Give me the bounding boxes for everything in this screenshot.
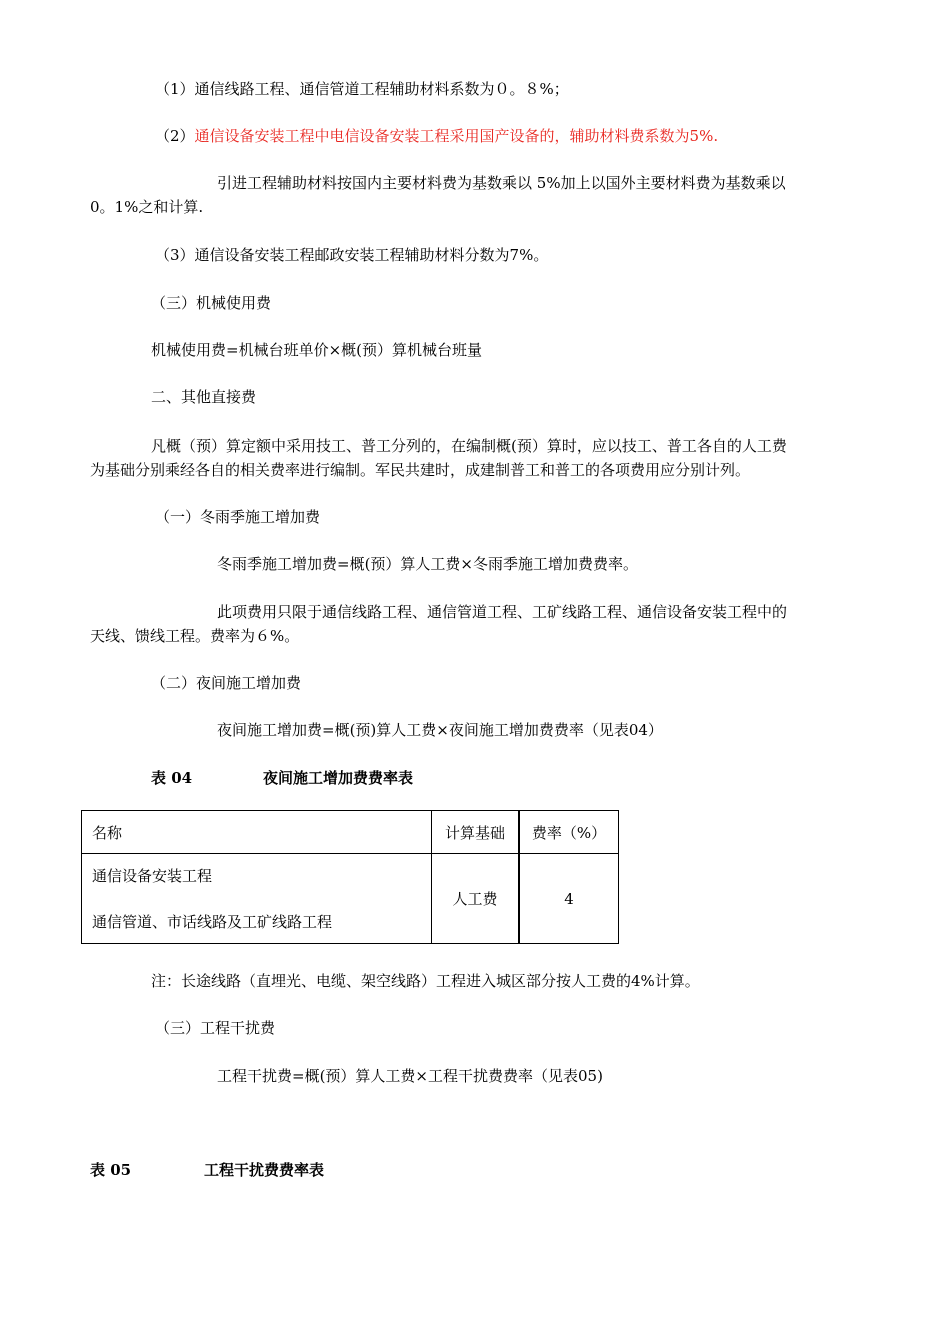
para-winter-formula: 冬雨季施工增加费=概(预）算人工费×冬雨季施工增加费费率。 (217, 555, 638, 573)
heading-winter-fee: （一）冬雨季施工增加费 (155, 508, 321, 526)
note-long-distance: 注：长途线路（直埋光、电缆、架空线路）工程进入城区部分按人工费的4%计算。 (151, 972, 700, 990)
para-other-line2: 为基础分别乘经各自的相关费率进行编制。军民共建时，成建制普工和普工的各项费用应分别计列。 (90, 461, 751, 479)
para-winter-line2: 天线、馈线工程。费率为６%。 (90, 627, 300, 645)
para-aux-material-2-prefix: （2） (155, 127, 195, 145)
table05-title: 工程干扰费费率表 (204, 1161, 325, 1179)
para-import-line1: 引进工程辅助材料按国内主要材料费为基数乘以 5%加上以国外主要材料费为基数乘以 (217, 174, 786, 192)
table04-label: 表 04 (151, 769, 193, 787)
para-other-line1: 凡概（预）算定额中采用技工、普工分列的，在编制概(预）算时，应以技工、普工各自的人工费 (151, 437, 787, 455)
table05-label: 表 05 (90, 1161, 132, 1179)
para-import-line2: 0。1%之和计算. (90, 198, 204, 216)
para-aux-material-2 (155, 126, 718, 146)
table04 (81, 810, 619, 944)
para-winter-line1: 此项费用只限于通信线路工程、通信管道工程、工矿线路工程、通信设备安装工程中的 (217, 603, 788, 621)
para-aux-material-3: （3）通信设备安装工程邮政安装工程辅助材料分数为7%。 (155, 246, 549, 264)
table-header-name: 名称 (82, 811, 432, 854)
table04-title: 夜间施工增加费费率表 (263, 769, 414, 787)
para-aux-material-1: （1）通信线路工程、通信管道工程辅助材料系数为０。８%； (155, 80, 569, 98)
table-row-name-2: 通信管道、市话线路及工矿线路工程 (92, 912, 333, 931)
table-cell-basis: 人工费 (432, 854, 520, 944)
para-aux-material-2-highlight: 通信设备安装工程中电信设备安装工程采用国产设备的，辅助材料费系数为5%. (194, 127, 719, 145)
table-header-row (82, 811, 619, 854)
heading-night-fee: （二）夜间施工增加费 (151, 674, 302, 692)
table-cell-rate: 4 (519, 854, 619, 944)
table-header-basis: 计算基础 (432, 811, 520, 854)
para-night-formula: 夜间施工增加费=概(预)算人工费×夜间施工增加费费率（见表04） (217, 721, 663, 739)
para-interference-formula: 工程干扰费=概(预）算人工费×工程干扰费费率（见表05) (217, 1067, 603, 1085)
heading-interference-fee: （三）工程干扰费 (155, 1019, 276, 1037)
heading-other-direct-fee: 二、其他直接费 (151, 388, 257, 406)
para-machine-formula: 机械使用费=机械台班单价×概(预）算机械台班量 (151, 341, 482, 359)
table-header-rate: 费率（%） (519, 811, 619, 854)
table-cell-names (82, 854, 432, 944)
table-row (82, 854, 619, 944)
table-row-name-1: 通信设备安装工程 (92, 866, 213, 885)
heading-machine-fee: （三）机械使用费 (151, 294, 272, 312)
